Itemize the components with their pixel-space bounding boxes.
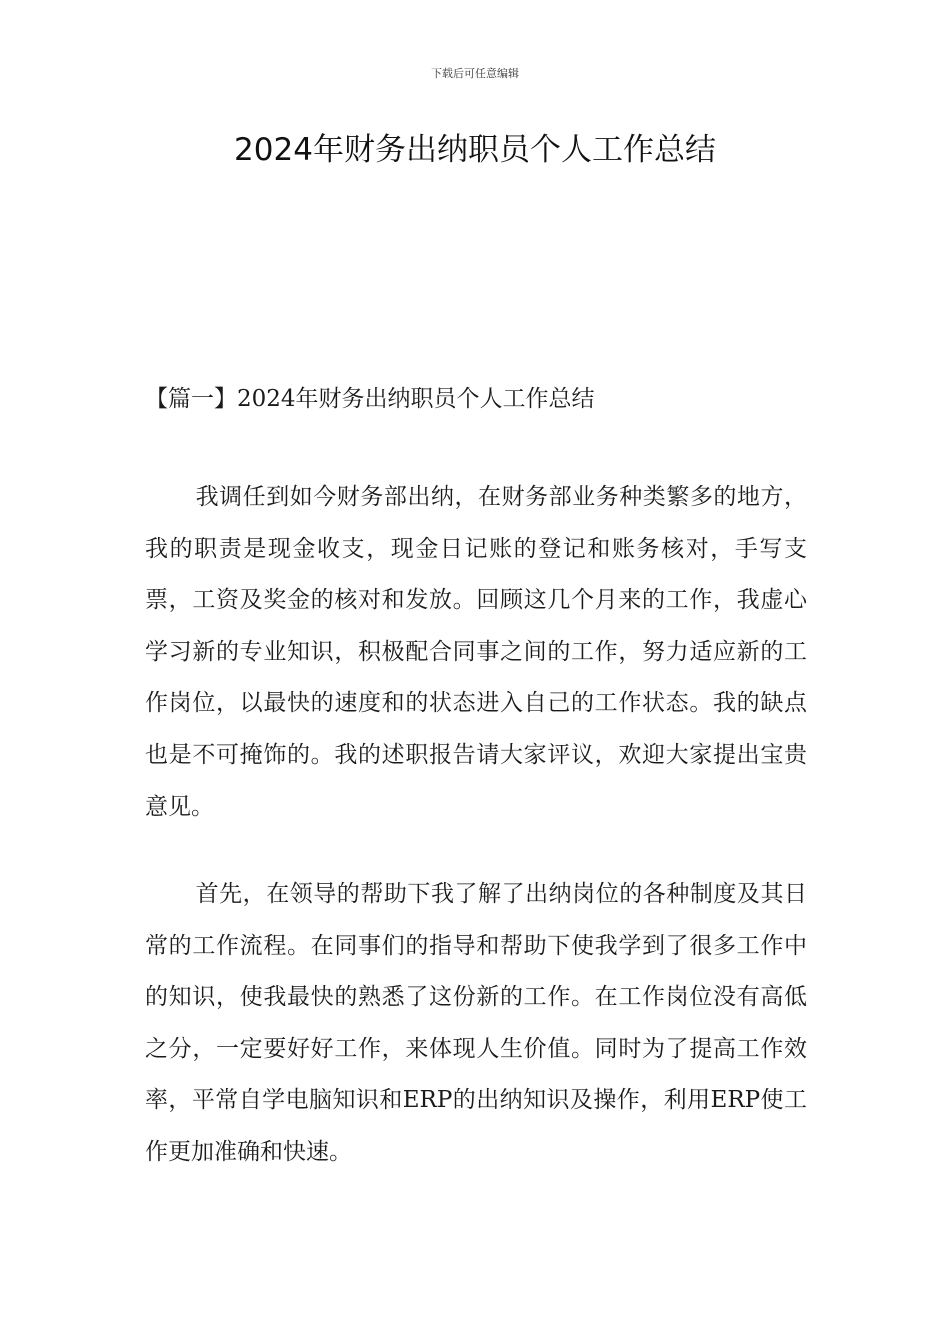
- page-header-note: 下载后可任意编辑: [431, 67, 519, 80]
- section-heading: 【篇一】2024年财务出纳职员个人工作总结: [145, 386, 595, 412]
- body-paragraph-1: 我调任到如今财务部出纳，在财务部业务种类繁多的地方，我的职责是现金收支，现金日记账的登记和账务核对，手写支票，工资及奖金的核对和发放。回顾这几个月来的工作，我虚心学习新的专业知识，积极配合同事之间的工作，努力适应新的工作岗位，以最快的速度和的状态进入自己的工作状态。我的缺点也是不可掩饰的。我的述职报告请大家评议，欢迎大家提出宝贵意见。: [145, 484, 807, 820]
- body-paragraph-2: 首先，在领导的帮助下我了解了出纳岗位的各种制度及其日常的工作流程。在同事们的指导和帮助下使我学到了很多工作中的知识，使我最快的熟悉了这份新的工作。在工作岗位没有高低之分，一定要好好工作，来体现人生价值。同时为了提高工作效率，平常自学电脑知识和ERP的出纳知识及操作，利用ERP使工作更加准确和快速。: [145, 881, 807, 1165]
- document-title: 2024年财务出纳职员个人工作总结: [234, 132, 716, 168]
